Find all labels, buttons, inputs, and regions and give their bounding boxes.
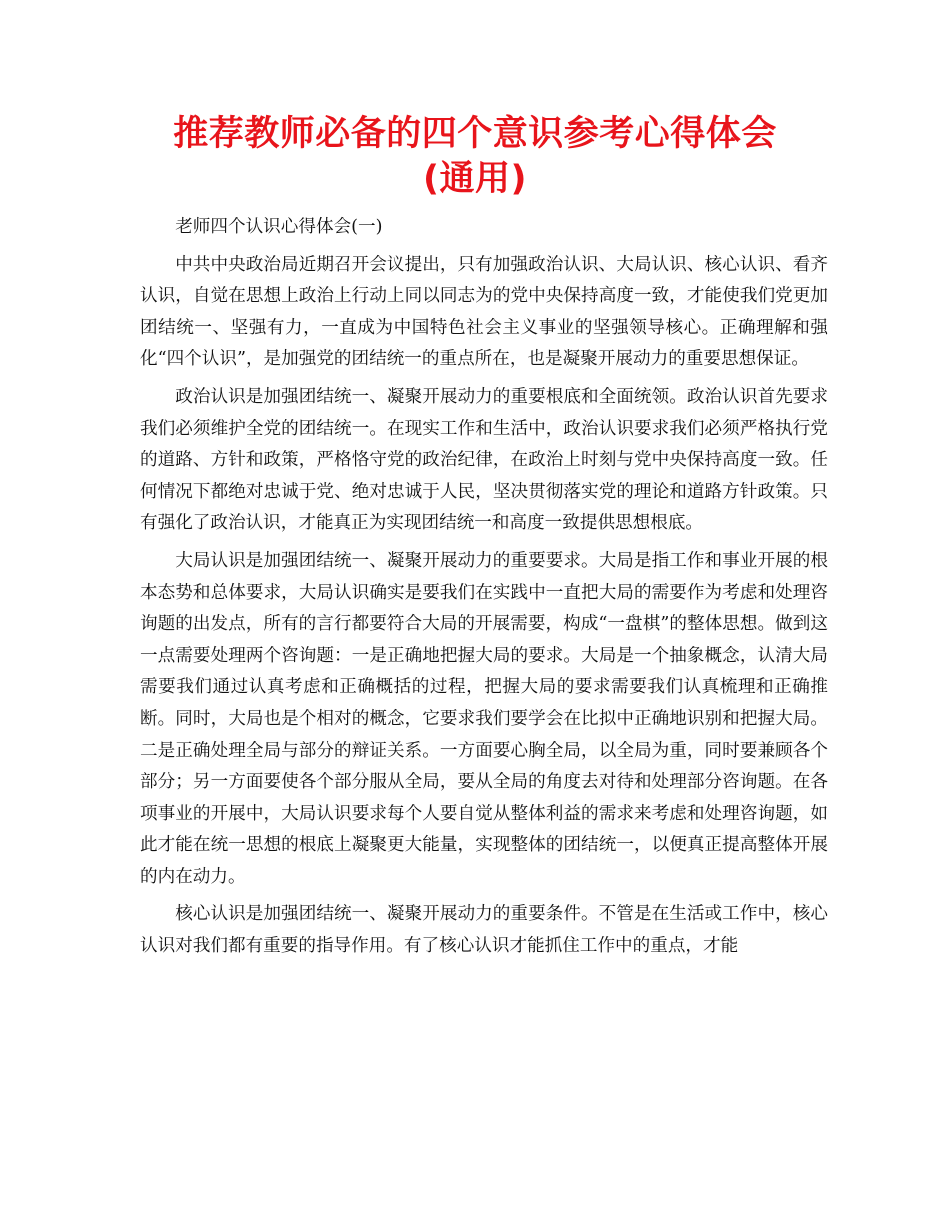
paragraph-4: 核心认识是加强团结统一、凝聚开展动力的重要条件。不管是在生活或工作中，核心认识对我们都有重要的指导作用。有了核心认识才能抓住工作中的重点，才能 (140, 904, 828, 957)
paragraph-2: 政治认识是加强团结统一、凝聚开展动力的重要根底和全面统领。政治认识首先要求我们必须维护全党的团结统一。在现实工作和生活中，政治认识要求我们必须严格执行党的道路、方针和政策，严格恪守党的政治纪律，在政治上时刻与党中央保持高度一致。任何情况下都绝对忠诚于党、绝对忠诚于人民，坚决贯彻落实党的理论和道路方针政策。只有强化了政治认识，才能真正为实现团结统一和高度一致提供思想根底。 (140, 386, 828, 534)
document-body (140, 212, 828, 969)
title-line-2: (通用) (423, 159, 527, 199)
title-line-1: 推荐教师必备的四个意识参考心得体会 (173, 114, 777, 154)
paragraph-1: 中共中央政治局近期召开会议提出，只有加强政治认识、大局认识、核心认识、看齐认识，自觉在思想上政治上行动上同以同志为的党中央保持高度一致，才能使我们党更加团结统一、坚强有力，一直成为中国特色社会主义事业的坚强领导核心。正确理解和强化“四个认识”，是加强党的团结统一的重点所在，也是凝聚开展动力的重要思想保证。 (140, 254, 828, 370)
document-title (120, 112, 830, 202)
section-subheading: 老师四个认识心得体会(一) (175, 217, 383, 237)
paragraph-3: 大局认识是加强团结统一、凝聚开展动力的重要要求。大局是指工作和事业开展的根本态势和总体要求，大局认识确实是要我们在实践中一直把大局的需要作为考虑和处理咨询题的出发点，所有的言行都要符合大局的开展需要，构成“一盘棋”的整体思想。做到这一点需要处理两个咨询题：一是正确地把握大局的要求。大局是一个抽象概念，认清大局需要我们通过认真考虑和正确概括的过程，把握大局的要求需要我们认真梳理和正确推断。同时，大局也是个相对的概念，它要求我们要学会在比拟中正确地识别和把握大局。二是正确处理全局与部分的辩证关系。一方面要心胸全局，以全局为重，同时要兼顾各个部分；另一方面要使各个部分服从全局，要从全局的角度去对待和处理部分咨询题。在各项事业的开展中，大局认识要求每个人要自觉从整体利益的需求来考虑和处理咨询题，如此才能在统一思想的根底上凝聚更大能量，实现整体的团结统一，以便真正提高整体开展的内在动力。 (140, 550, 828, 887)
